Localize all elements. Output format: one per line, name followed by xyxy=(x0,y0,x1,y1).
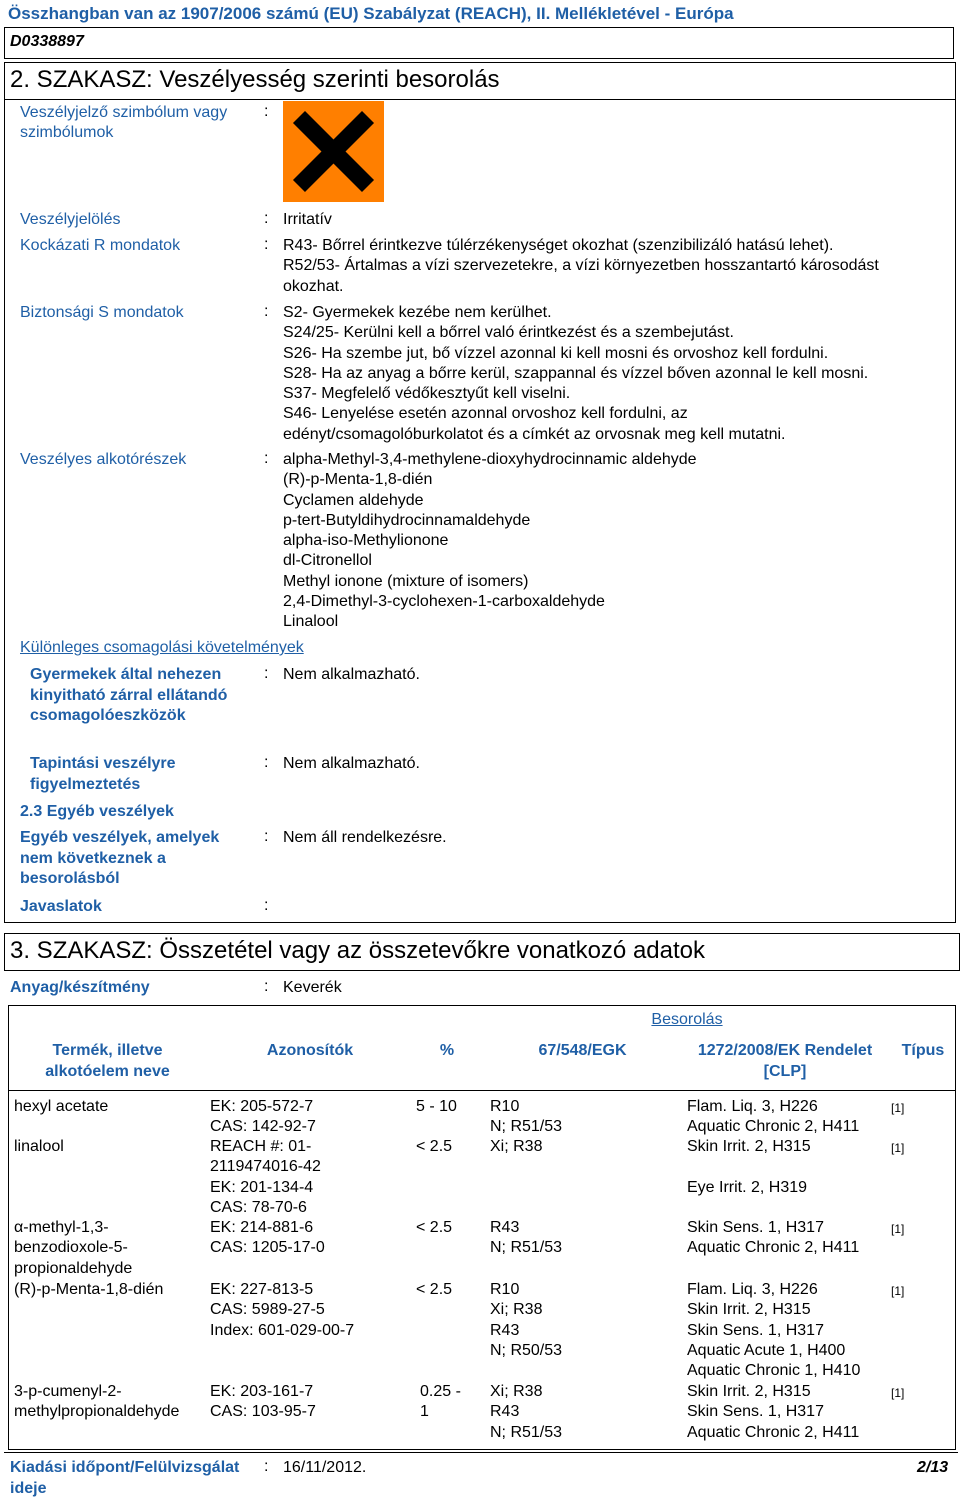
packaging-heading: Különleges csomagolási követelmények xyxy=(20,639,304,656)
child-resistant-label: Gyermekek által nehezen kinyitható zárral ellátandó csomagolóeszközök xyxy=(30,666,228,724)
percent-line: 0.25 - xyxy=(420,1383,461,1400)
child-resistant-colon: : xyxy=(264,665,269,682)
cell-identifiers xyxy=(210,1137,321,1218)
tactile-warning-label: Tapintási veszélyre figyelmeztetés xyxy=(30,755,176,793)
s-phrase-line: S46- Lenyelése esetén azonnal orvoshoz kell fordulni, az xyxy=(283,405,688,423)
clp-line: Aquatic Chronic 1, H410 xyxy=(687,1362,861,1380)
s-phrase-line: S37- Megfelelő védőkesztyűt kell viselni. xyxy=(283,385,571,403)
clp-line: Skin Sens. 1, H317 xyxy=(687,1403,824,1421)
header-67-548-eec: 67/548/EGK xyxy=(538,1042,627,1059)
page-number: 2/13 xyxy=(917,1459,949,1476)
name-line: methylpropionaldehyde xyxy=(14,1403,180,1421)
component-item: alpha-Methyl-3,4-methylene-dioxyhydrocinnamic aldehyde xyxy=(283,451,697,468)
component-item: Cyclamen aldehyde xyxy=(283,491,424,509)
other-hazards-colon: : xyxy=(264,828,269,845)
cell-identifiers xyxy=(210,1280,354,1341)
document-header-title: Összhangban van az 1907/2006 számú (EU) Szabályzat (REACH), II. Mellékletével - Európa xyxy=(8,4,734,23)
clp-line: Aquatic Chronic 2, H411 xyxy=(687,1239,860,1257)
footer-colon: : xyxy=(264,1458,269,1475)
section3-title: 3. SZAKASZ: Összetétel vagy az összetevőkre vonatkozó adatok xyxy=(10,937,706,964)
s-phrase-line: S28- Ha az anyag a bőrre kerül, szappannal és vízzel bőven azonnal le kell mosni. xyxy=(283,364,869,382)
clp-line: Skin Irrit. 2, H315 xyxy=(687,1138,811,1155)
clp-line: Aquatic Acute 1, H400 xyxy=(687,1341,846,1359)
cell-identifiers xyxy=(210,1382,316,1423)
cell-clp xyxy=(687,1280,860,1381)
eec-line: R10 xyxy=(490,1098,520,1115)
table-header-rule xyxy=(8,1090,956,1091)
clp-line: Skin Sens. 1, H317 xyxy=(687,1219,824,1236)
harmful-irritant-x-icon xyxy=(283,101,384,202)
identifier-line: CAS: 142-92-7 xyxy=(210,1118,316,1136)
doc-id-box xyxy=(4,27,954,59)
cell-clp xyxy=(687,1382,859,1443)
cell-percent: < 2.5 xyxy=(416,1219,453,1236)
clp-line: Aquatic Chronic 2, H411 xyxy=(687,1118,860,1136)
eec-line: N; R51/53 xyxy=(490,1239,563,1257)
other-hazards-heading: 2.3 Egyéb veszélyek xyxy=(20,803,174,820)
s-phrases-list xyxy=(283,303,868,445)
identifier-line: CAS: 5989-27-5 xyxy=(210,1301,325,1319)
component-item: 2,4-Dimethyl-3-cyclohexen-1-carboxaldehyde xyxy=(283,593,605,611)
components-colon: : xyxy=(264,450,269,467)
eec-line: N; R51/53 xyxy=(490,1423,563,1441)
substance-value: Keverék xyxy=(283,979,342,996)
identifier-line: EK: 214-881-6 xyxy=(210,1219,314,1236)
identifier-line: EK: 205-572-7 xyxy=(210,1098,314,1115)
cell-eec xyxy=(490,1382,562,1443)
identifier-line: Index: 601-029-00-7 xyxy=(210,1321,355,1339)
header-clp: 1272/2008/EK Rendelet [CLP] xyxy=(697,1042,873,1080)
cell-name xyxy=(14,1382,179,1423)
eec-line: N; R51/53 xyxy=(490,1118,563,1136)
component-item: alpha-iso-Methylionone xyxy=(283,532,449,550)
classification-group-header: Besorolás xyxy=(651,1011,723,1028)
footer-date-label: Kiadási időpont/Felülvizsgálat ideje xyxy=(10,1459,240,1497)
components-list xyxy=(283,450,697,633)
cell-type: [1] xyxy=(891,1141,905,1155)
cell-type: [1] xyxy=(891,1101,905,1115)
clp-line: Eye Irrit. 2, H319 xyxy=(687,1178,808,1196)
cell-type: [1] xyxy=(891,1222,905,1236)
identifier-line: CAS: 78-70-6 xyxy=(210,1198,307,1216)
s-phrase-line: S26- Ha szembe jut, bő vízzel azonnal ki kell mosni és orvoshoz kell fordulni. xyxy=(283,344,829,362)
name-line: 3-p-cumenyl-2- xyxy=(14,1383,122,1400)
clp-line: Skin Irrit. 2, H315 xyxy=(687,1383,811,1400)
identifier-line: CAS: 1205-17-0 xyxy=(210,1239,325,1257)
name-line: α-methyl-1,3- xyxy=(14,1219,109,1236)
s-phrase-line: S24/25- Kerülni kell a bőrrel való érintkezést és a szembejutást. xyxy=(283,324,734,342)
identifier-line: CAS: 103-95-7 xyxy=(210,1403,316,1421)
r-phrases-list xyxy=(283,236,879,297)
section2-title: 2. SZAKASZ: Veszélyesség szerinti besorolás xyxy=(10,66,500,93)
indication-label: Veszélyjelölés xyxy=(20,211,121,228)
other-hazards-value: Nem áll rendelkezésre. xyxy=(283,829,447,846)
s-phrase-line: edényt/csomagolóburkolatot és a címkét az orvosnak meg kell mutatni. xyxy=(283,425,786,443)
substance-colon: : xyxy=(264,978,269,995)
cell-eec xyxy=(490,1280,562,1361)
s-phrases-label: Biztonsági S mondatok xyxy=(20,304,184,321)
cell-percent: < 2.5 xyxy=(416,1281,453,1298)
identifier-line: 2119474016-42 xyxy=(210,1158,321,1176)
eec-line: R43 xyxy=(490,1403,520,1421)
substance-label: Anyag/készítmény xyxy=(10,979,150,996)
r-phrases-label: Kockázati R mondatok xyxy=(20,237,181,254)
r-phrase-line: R52/53- Ártalmas a vízi szervezetekre, a vízi környezetben hosszantartó károsodást xyxy=(283,257,879,275)
clp-line: Flam. Liq. 3, H226 xyxy=(687,1281,818,1298)
clp-line: Skin Sens. 1, H317 xyxy=(687,1321,824,1339)
eec-line: R10 xyxy=(490,1281,520,1298)
cell-type: [1] xyxy=(891,1284,905,1298)
indication-value: Irritatív xyxy=(283,211,332,228)
eec-line: R43 xyxy=(490,1219,520,1236)
percent-line: 1 xyxy=(420,1403,429,1421)
child-resistant-value: Nem alkalmazható. xyxy=(283,666,420,683)
eec-line: R43 xyxy=(490,1321,520,1339)
cell-percent xyxy=(420,1382,461,1423)
component-item: Linalool xyxy=(283,613,339,631)
cell-clp xyxy=(687,1218,859,1259)
cell-percent: < 2.5 xyxy=(416,1138,453,1155)
cell-identifiers xyxy=(210,1097,316,1138)
s-phrase-line: S2- Gyermekek kezébe nem kerülhet. xyxy=(283,304,552,321)
component-item: dl-Citronellol xyxy=(283,552,372,570)
clp-line: Skin Irrit. 2, H315 xyxy=(687,1301,811,1319)
cell-clp xyxy=(687,1137,811,1198)
clp-line: Flam. Liq. 3, H226 xyxy=(687,1098,818,1115)
r-phrase-line: R43- Bőrrel érintkezve túlérzékenységet okozhat (szenzibilizáló hatású lehet). xyxy=(283,237,834,254)
cell-name: linalool xyxy=(14,1138,64,1155)
identifier-line: EK: 201-134-4 xyxy=(210,1178,314,1196)
component-item: p-tert-Butyldihydrocinnamaldehyde xyxy=(283,511,531,529)
symbol-label: Veszélyjelző szimbólum vagy szimbólumok xyxy=(20,104,228,141)
eec-line: N; R50/53 xyxy=(490,1341,563,1359)
header-identifiers: Azonosítók xyxy=(266,1042,354,1059)
tactile-warning-value: Nem alkalmazható. xyxy=(283,755,420,772)
header-type: Típus xyxy=(901,1042,945,1059)
advice-label: Javaslatok xyxy=(20,898,102,915)
cell-type: [1] xyxy=(891,1386,905,1400)
cell-eec xyxy=(490,1097,562,1138)
eec-line: Xi; R38 xyxy=(490,1301,543,1319)
cell-eec xyxy=(490,1218,562,1259)
footer-rule xyxy=(4,1452,958,1453)
cell-eec xyxy=(490,1137,542,1157)
r-phrases-colon: : xyxy=(264,236,269,253)
name-line: propionaldehyde xyxy=(14,1259,133,1277)
cell-percent: 5 - 10 xyxy=(416,1098,457,1115)
cell-name: (R)-p-Menta-1,8-dién xyxy=(14,1281,164,1298)
s-phrases-colon: : xyxy=(264,303,269,320)
cell-name xyxy=(14,1218,132,1279)
clp-line: Aquatic Chronic 2, H411 xyxy=(687,1423,860,1441)
cell-identifiers xyxy=(210,1218,325,1259)
component-item: (R)-p-Menta-1,8-dién xyxy=(283,471,433,489)
identifier-line: EK: 203-161-7 xyxy=(210,1383,314,1400)
cell-clp xyxy=(687,1097,859,1138)
other-hazards-label: Egyéb veszélyek, amelyek nem következnek a besorolásból xyxy=(20,829,220,887)
name-line: benzodioxole-5- xyxy=(14,1239,128,1257)
header-percent: % xyxy=(439,1042,455,1059)
r-phrase-line: okozhat. xyxy=(283,277,344,295)
identifier-line: REACH #: 01- xyxy=(210,1138,312,1155)
indication-colon: : xyxy=(264,210,269,227)
component-item: Methyl ionone (mixture of isomers) xyxy=(283,572,529,590)
symbol-colon: : xyxy=(264,103,269,120)
clp-line xyxy=(687,1157,811,1177)
doc-id: D0338897 xyxy=(10,33,84,50)
components-label: Veszélyes alkotórészek xyxy=(20,451,187,468)
tactile-warning-colon: : xyxy=(264,754,269,771)
eec-line: Xi; R38 xyxy=(490,1383,543,1400)
cell-name: hexyl acetate xyxy=(14,1098,109,1115)
identifier-line: EK: 227-813-5 xyxy=(210,1281,314,1298)
advice-colon: : xyxy=(264,897,269,914)
eec-line: Xi; R38 xyxy=(490,1138,543,1155)
footer-date-value: 16/11/2012. xyxy=(283,1459,367,1476)
header-product-name: Termék, illetve alkotóelem neve xyxy=(45,1042,170,1080)
